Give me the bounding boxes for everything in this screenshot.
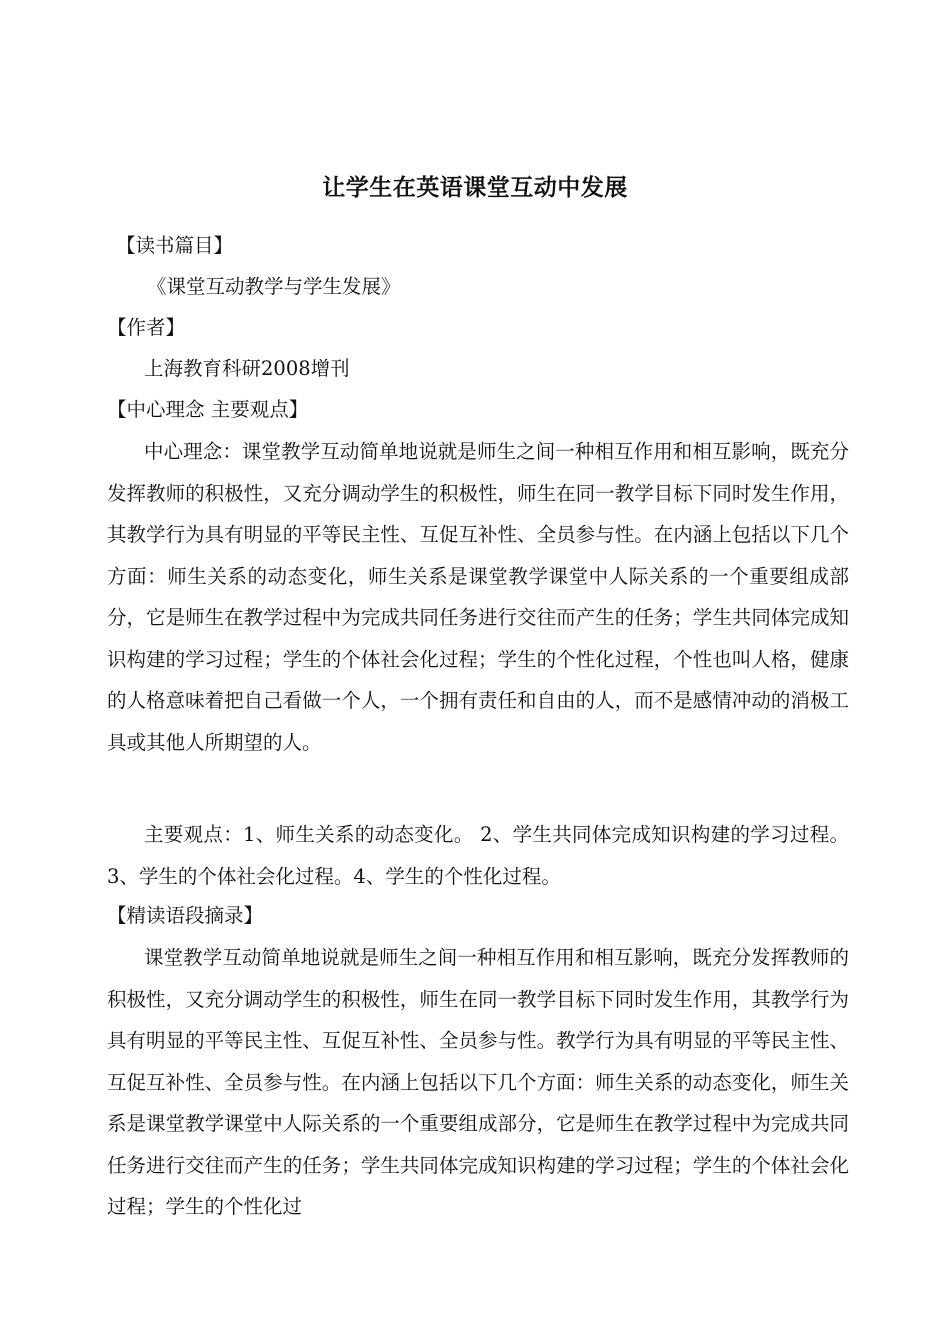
main-points-paragraph: 主要观点：1、师生关系的动态变化。 2、学生共同体完成知识构建的学习过程。 3、学生的个体社会化过程。4、学生的个性化过程。 [107, 823, 849, 888]
reading-heading: 【读书篇目】 [116, 234, 234, 257]
excerpt-paragraph: 课堂教学互动简单地说就是师生之间一种相互作用和相互影响，既充分发挥教师的积极性，又充分调动学生的积极性，师生在同一教学目标下同时发生作用，其教学行为具有明显的平等民主性、互促互补性、全员参与性。教学行为具有明显的平等民主性、互促互补性、全员参与性。在内涵上包括以下几个方面：师生关系的动态变化，师生关系是课堂教学课堂中人际关系的一个重要组成部分，它是师生在教学过程中为完成共同任务进行交往而产生的任务；学生共同体完成知识构建的学习过程；学生的个体社会化过程；学生的个性化过 [107, 946, 849, 1218]
ideas-heading: 【中心理念 主要观点】 [107, 398, 309, 421]
central-idea-paragraph: 中心理念：课堂教学互动简单地说就是师生之间一种相互作用和相互影响，既充分发挥教师的积极性，又充分调动学生的积极性，师生在同一教学目标下同时发生作用，其教学行为具有明显的平等民主性、互促互补性、全员参与性。在内涵上包括以下几个方面：师生关系的动态变化，师生关系是课堂教学课堂中人际关系的一个重要组成部分，它是师生在教学过程中为完成共同任务进行交往而产生的任务；学生共同体完成知识构建的学习过程；学生的个体社会化过程；学生的个性化过程，个性也叫人格，健康的人格意味着把自己看做一个人，一个拥有责任和自由的人，而不是感情冲动的消极工具或其他人所期望的人。 [107, 440, 849, 754]
reading-book-title: 《课堂互动教学与学生发展》 [147, 275, 401, 298]
document-title: 让学生在英语课堂互动中发展 [322, 175, 628, 201]
author-heading: 【作者】 [107, 316, 186, 339]
author-source: 上海教育科研2008增刊 [144, 357, 350, 380]
excerpt-heading: 【精读语段摘录】 [107, 904, 264, 927]
